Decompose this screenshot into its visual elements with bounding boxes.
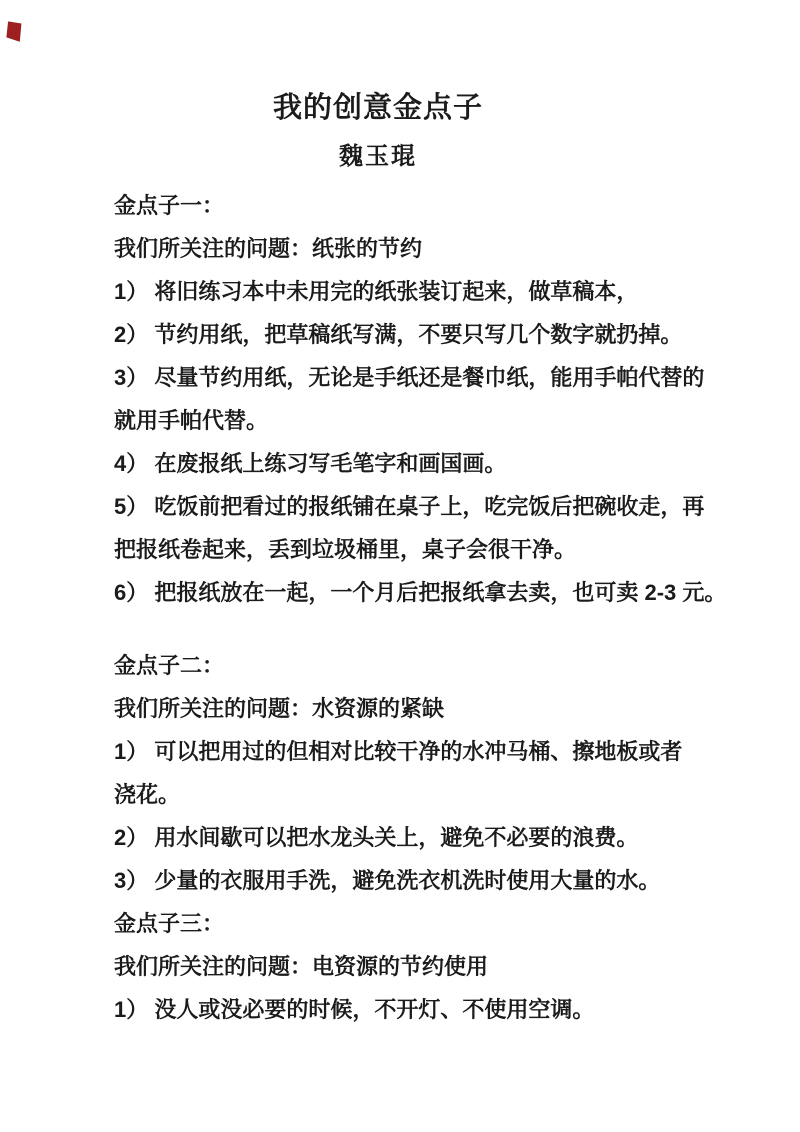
- idea-line-continuation: 把报纸卷起来，丢到垃圾桶里，桌子会很干净。: [114, 537, 577, 562]
- idea-line: 2） 节约用纸，把草稿纸写满，不要只写几个数字就扔掉。: [114, 322, 683, 347]
- paragraph-gap: [114, 614, 800, 644]
- section-3-topic: 我们所关注的问题：电资源的节约使用: [114, 954, 489, 979]
- idea-line: 1） 将旧练习本中未用完的纸张装订起来，做草稿本，: [114, 279, 639, 304]
- section-1-heading: 金点子一：: [114, 193, 225, 218]
- idea-line: 1） 没人或没必要的时候，不开灯、不使用空调。: [114, 997, 595, 1022]
- idea-line-continuation: 浇花。: [114, 782, 181, 807]
- idea-line-continuation: 就用手帕代替。: [114, 408, 269, 433]
- document-title: 我的创意金点子: [272, 92, 483, 124]
- section-1-topic: 我们所关注的问题：纸张的节约: [114, 236, 423, 261]
- idea-line: 3） 少量的衣服用手洗，避免洗衣机洗时使用大量的水。: [114, 868, 661, 893]
- idea-line: 6） 把报纸放在一起，一个月后把报纸拿去卖，也可卖 2-3 元。: [114, 580, 727, 605]
- author-name: 魏玉琨: [339, 143, 417, 170]
- section-3-heading: 金点子三：: [114, 911, 225, 936]
- idea-line: 3） 尽量节约用纸，无论是手纸还是餐巾纸，能用手帕代替的: [114, 365, 705, 390]
- idea-line: 5） 吃饭前把看过的报纸铺在桌子上，吃完饭后把碗收走，再: [114, 494, 705, 519]
- document-body: [0, 184, 800, 1031]
- idea-line: 4） 在废报纸上练习写毛笔字和画国画。: [114, 451, 507, 476]
- section-2-topic: 我们所关注的问题：水资源的紧缺: [114, 696, 445, 721]
- idea-line: 1） 可以把用过的但相对比较干净的水冲马桶、擦地板或者: [114, 739, 683, 764]
- section-2-heading: 金点子二：: [114, 653, 225, 678]
- idea-line: 2） 用水间歇可以把水龙头关上，避免不必要的浪费。: [114, 825, 639, 850]
